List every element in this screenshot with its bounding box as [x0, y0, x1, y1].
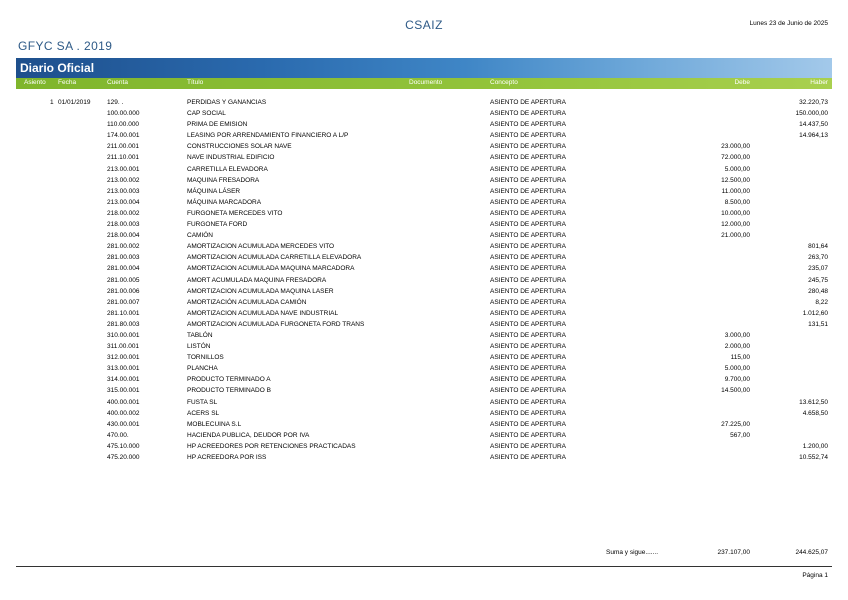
cell-titulo: HP ACREEDORA POR ISS [187, 454, 267, 461]
cell-haber: 4.658,50 [802, 409, 828, 417]
table-row [16, 210, 832, 221]
cell-debe: 8.500,00 [724, 198, 750, 206]
cell-debe: 11.000,00 [721, 187, 750, 195]
cell-haber: 8,22 [815, 298, 828, 306]
cell-titulo: LISTÓN [187, 343, 211, 351]
cell-concepto: ASIENTO DE APERTURA [490, 343, 566, 351]
table-row [16, 110, 832, 121]
cell-titulo: MÁQUINA LÁSER [187, 187, 241, 195]
cell-cuenta: 314.00.001 [107, 376, 140, 384]
cell-haber: 263,70 [808, 254, 828, 262]
cell-titulo: PERDIDAS Y GANANCIAS [187, 99, 267, 106]
cell-debe: 9.700,00 [724, 376, 750, 384]
cell-titulo: AMORTIZACION ACUMULADA CARRETILLA ELEVADORA [187, 254, 362, 262]
cell-titulo: LEASING POR ARRENDAMIENTO FINANCIERO A L/P [187, 132, 349, 140]
cell-titulo: NAVE INDUSTRIAL EDIFICIO [187, 154, 275, 162]
cell-haber: 245,75 [808, 276, 828, 284]
cell-cuenta: 313.00.001 [107, 365, 140, 373]
cell-titulo: CONSTRUCCIONES SOLAR NAVE [187, 143, 292, 151]
cell-concepto: ASIENTO DE APERTURA [490, 309, 566, 317]
cell-concepto: ASIENTO DE APERTURA [490, 132, 566, 140]
table-row [16, 132, 832, 143]
cell-concepto: ASIENTO DE APERTURA [490, 287, 566, 295]
table-row [16, 166, 832, 177]
cell-fecha: 01/01/2019 [58, 99, 91, 106]
cell-concepto: ASIENTO DE APERTURA [490, 442, 566, 450]
cell-cuenta: 281.00.003 [107, 254, 140, 262]
totals-debe: 237.107,00 [717, 549, 750, 556]
cell-cuenta: 213.00.003 [107, 187, 140, 195]
cell-debe: 14.500,00 [721, 387, 750, 395]
cell-titulo: ACERS SL [187, 409, 220, 417]
table-row [16, 265, 832, 276]
cell-concepto: ASIENTO DE APERTURA [490, 154, 566, 162]
cell-cuenta: 218.00.004 [107, 232, 140, 240]
cell-concepto: ASIENTO DE APERTURA [490, 99, 566, 106]
cell-cuenta: 312.00.001 [107, 354, 140, 362]
cell-titulo: AMORT ACUMULADA MAQUINA FRESADORA [187, 276, 327, 284]
cell-titulo: CAP SOCIAL [187, 110, 226, 118]
page-number: Página 1 [802, 572, 828, 579]
cell-concepto: ASIENTO DE APERTURA [490, 387, 566, 395]
cell-debe: 115,00 [730, 354, 750, 362]
col-concepto: Concepto [490, 79, 518, 86]
col-titulo: Título [187, 79, 204, 86]
table-row [16, 188, 832, 199]
col-debe: Debe [734, 79, 750, 86]
cell-debe: 23.000,00 [721, 143, 750, 151]
cell-haber: 14.437,50 [799, 121, 828, 129]
cell-cuenta: 281.10.001 [107, 309, 140, 317]
cell-concepto: ASIENTO DE APERTURA [490, 320, 566, 328]
company-name: CSAIZ [405, 18, 443, 32]
cell-haber: 150.000,00 [795, 110, 828, 118]
footer-divider [16, 566, 832, 567]
cell-cuenta: 218.00.003 [107, 221, 140, 229]
cell-concepto: ASIENTO DE APERTURA [490, 121, 566, 129]
cell-titulo: MOBLECUINA S.L [187, 420, 242, 428]
cell-cuenta: 213.00.002 [107, 176, 140, 184]
cell-cuenta: 281.00.005 [107, 276, 140, 284]
cell-titulo: TABLÓN [187, 331, 213, 339]
cell-cuenta: 281.00.006 [107, 287, 140, 295]
table-row [16, 365, 832, 376]
table-row [16, 387, 832, 398]
table-row [16, 421, 832, 432]
table-row [16, 332, 832, 343]
table-row [16, 354, 832, 365]
table-row [16, 277, 832, 288]
table-row [16, 310, 832, 321]
cell-debe: 21.000,00 [721, 232, 750, 240]
cell-cuenta: 310.00.001 [107, 331, 140, 339]
cell-titulo: PRODUCTO TERMINADO A [187, 376, 271, 384]
cell-haber: 280,48 [808, 287, 828, 295]
cell-concepto: ASIENTO DE APERTURA [490, 187, 566, 195]
cell-concepto: ASIENTO DE APERTURA [490, 265, 566, 273]
cell-concepto: ASIENTO DE APERTURA [490, 209, 566, 217]
cell-titulo: FURGONETA FORD [187, 221, 248, 229]
cell-cuenta: 281.00.002 [107, 243, 140, 251]
cell-cuenta: 281.00.007 [107, 298, 140, 306]
cell-cuenta: 100.00.000 [107, 110, 140, 118]
table-row [16, 321, 832, 332]
cell-debe: 2.000,00 [724, 343, 750, 351]
cell-debe: 567,00 [730, 431, 750, 439]
table-row [16, 343, 832, 354]
cell-cuenta: 110.00.000 [107, 121, 140, 129]
cell-titulo: PLANCHA [187, 365, 218, 373]
report-date: Lunes 23 de Junio de 2025 [749, 20, 828, 27]
cell-cuenta: 211.10.001 [107, 154, 140, 162]
cell-concepto: ASIENTO DE APERTURA [490, 243, 566, 251]
table-row [16, 199, 832, 210]
table-row [16, 99, 832, 110]
cell-concepto: ASIENTO DE APERTURA [490, 354, 566, 362]
table-row [16, 221, 832, 232]
cell-titulo: AMORTIZACION ACUMULADA NAVE INDUSTRIAL [187, 309, 339, 317]
col-asiento: Asiento [24, 79, 46, 86]
table-row [16, 154, 832, 165]
cell-debe: 5.000,00 [724, 365, 750, 373]
cell-concepto: ASIENTO DE APERTURA [490, 298, 566, 306]
cell-concepto: ASIENTO DE APERTURA [490, 431, 566, 439]
table-row [16, 454, 832, 465]
cell-debe: 3.000,00 [724, 331, 750, 339]
table-row [16, 432, 832, 443]
table-row [16, 232, 832, 243]
table-row [16, 177, 832, 188]
table-row [16, 254, 832, 265]
cell-cuenta: 475.10.000 [107, 442, 140, 450]
totals-haber: 244.625,07 [795, 549, 828, 556]
cell-cuenta: 129. . [107, 99, 124, 106]
cell-titulo: CARRETILLA ELEVADORA [187, 165, 268, 173]
cell-titulo: HACIENDA PUBLICA, DEUDOR POR IVA [187, 431, 310, 439]
table-row [16, 121, 832, 132]
cell-debe: 72.000,00 [721, 154, 750, 162]
cell-concepto: ASIENTO DE APERTURA [490, 331, 566, 339]
cell-concepto: ASIENTO DE APERTURA [490, 143, 566, 151]
cell-debe: 12.500,00 [721, 176, 750, 184]
cell-cuenta: 470.00. [107, 431, 129, 439]
table-row [16, 143, 832, 154]
cell-asiento: 1 [50, 99, 54, 106]
cell-concepto: ASIENTO DE APERTURA [490, 165, 566, 173]
cell-haber: 10.552,74 [799, 454, 828, 461]
cell-cuenta: 213.00.001 [107, 165, 140, 173]
cell-concepto: ASIENTO DE APERTURA [490, 176, 566, 184]
table-row [16, 243, 832, 254]
table-row [16, 376, 832, 387]
cell-concepto: ASIENTO DE APERTURA [490, 110, 566, 118]
col-cuenta: Cuenta [107, 79, 128, 86]
cell-concepto: ASIENTO DE APERTURA [490, 376, 566, 384]
cell-debe: 27.225,00 [721, 420, 750, 428]
cell-concepto: ASIENTO DE APERTURA [490, 276, 566, 284]
cell-cuenta: 311.00.001 [107, 343, 140, 351]
cell-debe: 5.000,00 [724, 165, 750, 173]
col-haber: Haber [810, 79, 828, 86]
totals-label: Suma y sigue....... [606, 549, 659, 556]
cell-titulo: MAQUINA FRESADORA [187, 176, 260, 184]
cell-haber: 1.012,60 [802, 309, 828, 317]
cell-titulo: FUSTA SL [187, 398, 218, 406]
cell-cuenta: 213.00.004 [107, 198, 140, 206]
company-period: GFYC SA . 2019 [18, 39, 113, 53]
cell-concepto: ASIENTO DE APERTURA [490, 198, 566, 206]
table-row [16, 299, 832, 310]
col-documento: Documento [409, 79, 443, 86]
cell-cuenta: 475.20.000 [107, 454, 140, 461]
cell-concepto: ASIENTO DE APERTURA [490, 232, 566, 240]
cell-cuenta: 218.00.002 [107, 209, 140, 217]
cell-titulo: AMORTIZACION ACUMULADA MAQUINA LASER [187, 287, 334, 295]
cell-titulo: HP ACREEDORES POR RETENCIONES PRACTICADAS [187, 442, 356, 450]
report-banner [16, 58, 832, 78]
table-row [16, 410, 832, 421]
cell-cuenta: 211.00.001 [107, 143, 140, 151]
cell-cuenta: 400.00.001 [107, 398, 140, 406]
report-title: Diario Oficial [20, 61, 95, 75]
totals-row [16, 549, 832, 559]
cell-concepto: ASIENTO DE APERTURA [490, 254, 566, 262]
cell-cuenta: 315.00.001 [107, 387, 140, 395]
cell-concepto: ASIENTO DE APERTURA [490, 454, 566, 461]
cell-concepto: ASIENTO DE APERTURA [490, 221, 566, 229]
cell-debe: 10.000,00 [721, 209, 750, 217]
cell-titulo: FURGONETA MERCEDES VITO [187, 209, 283, 217]
cell-cuenta: 281.80.003 [107, 320, 140, 328]
cell-titulo: PRODUCTO TERMINADO B [187, 387, 271, 395]
cell-concepto: ASIENTO DE APERTURA [490, 365, 566, 373]
column-header-bar [16, 78, 832, 89]
journal-entries [16, 99, 832, 465]
cell-concepto: ASIENTO DE APERTURA [490, 420, 566, 428]
cell-cuenta: 430.00.001 [107, 420, 140, 428]
cell-cuenta: 281.00.004 [107, 265, 140, 273]
cell-haber: 235,07 [808, 265, 828, 273]
cell-haber: 801,64 [808, 243, 828, 251]
cell-titulo: AMORTIZACION ACUMULADA MAQUINA MARCADORA [187, 265, 355, 273]
cell-titulo: AMORTIZACION ACUMULADA FURGONETA FORD TRANS [187, 320, 365, 328]
table-row [16, 443, 832, 454]
cell-titulo: MÁQUINA MARCADORA [187, 198, 262, 206]
cell-haber: 13.612,50 [799, 398, 828, 406]
cell-concepto: ASIENTO DE APERTURA [490, 398, 566, 406]
cell-haber: 1.200,00 [802, 442, 828, 450]
cell-haber: 32.220,73 [799, 99, 828, 106]
cell-haber: 131,51 [808, 320, 828, 328]
cell-concepto: ASIENTO DE APERTURA [490, 409, 566, 417]
cell-titulo: AMORTIZACIÓN ACUMULADA CAMIÓN [187, 298, 307, 306]
cell-titulo: TORNILLOS [187, 354, 224, 362]
cell-titulo: PRIMA DE EMISION [187, 121, 248, 129]
cell-titulo: AMORTIZACION ACUMULADA MERCEDES VITO [187, 243, 335, 251]
col-fecha: Fecha [58, 79, 77, 86]
cell-cuenta: 400.00.002 [107, 409, 140, 417]
cell-titulo: CAMIÓN [187, 232, 213, 240]
table-row [16, 399, 832, 410]
table-row [16, 288, 832, 299]
cell-haber: 14.964,13 [799, 132, 828, 140]
cell-debe: 12.000,00 [721, 221, 750, 229]
cell-cuenta: 174.00.001 [107, 132, 140, 140]
